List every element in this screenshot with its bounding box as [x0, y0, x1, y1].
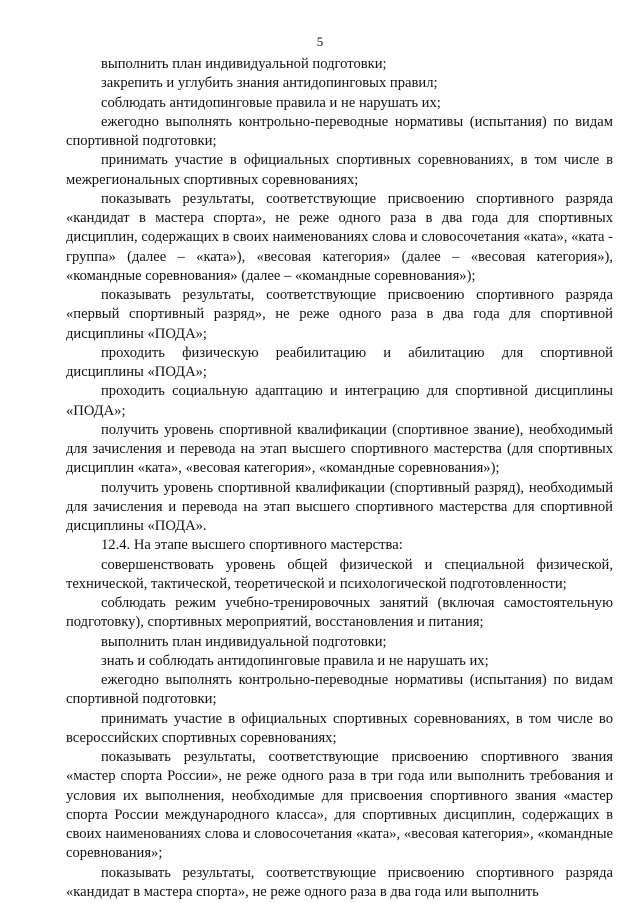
paragraph: ежегодно выполнять контрольно-переводные нормативы (испытания) по видам спортивной подготовки; [66, 113, 613, 149]
paragraph: совершенствовать уровень общей физической и специальной физической, технической, тактической, теоретической и психологической подготовленности; [66, 556, 613, 592]
paragraph: принимать участие в официальных спортивных соревнованиях, в том числе в межрегиональных спортивных соревнованиях; [66, 152, 613, 188]
paragraph: получить уровень спортивной квалификации (спортивное звание), необходимый для зачисления и перевода на этап высшего спортивного мастерства (для спортивных дисциплин «ката», «весовая категория», «командные соревнования»); [66, 421, 613, 477]
paragraph: соблюдать режим учебно-тренировочных занятий (включая самостоятельную подготовку), спортивных мероприятий, восстановления и питания; [66, 595, 613, 631]
paragraph: знать и соблюдать антидопинговые правила и не нарушать их; [101, 652, 489, 669]
paragraph: показывать результаты, соответствующие присвоению спортивного разряда «первый спортивный разряд», не реже одного раза в два года для спортивной дисциплины «ПОДА»; [66, 287, 613, 342]
section-heading: 12.4. На этапе высшего спортивного мастерства: [101, 537, 403, 554]
paragraph: получить уровень спортивной квалификации (спортивный разряд), необходимый для зачисления и перевода на этап высшего спортивного мастерства для спортивной дисциплины «ПОДА». [66, 479, 613, 534]
paragraph: принимать участие в официальных спортивных соревнованиях, в том числе во всероссийских спортивных соревнованиях; [66, 710, 613, 746]
paragraph: показывать результаты, соответствующие присвоению спортивного разряда «кандидат в мастера спорта», не реже одного раза в два года или выполнить [66, 864, 613, 900]
paragraph: ежегодно выполнять контрольно-переводные нормативы (испытания) по видам спортивной подготовки; [66, 672, 613, 708]
paragraph: проходить физическую реабилитацию и абилитацию для спортивной дисциплины «ПОДА»; [66, 344, 613, 380]
page-number: 5 [316, 34, 324, 49]
document-body [66, 55, 613, 902]
paragraph: соблюдать антидопинговые правила и не нарушать их; [101, 94, 441, 111]
paragraph: выполнить план индивидуальной подготовки; [101, 56, 387, 72]
paragraph: показывать результаты, соответствующие присвоению спортивного звания «мастер спорта России», не реже одного раза в три года или выполнить требования и условия их выполнения, необходимые для присвоения спортивного звания «мастер спорта России международного класса», для спортивных дисциплин, содержащих в своих наименованиях слова и словосочетания «ката», «весовая категория», «командные соревнования»; [66, 749, 613, 862]
paragraph: проходить социальную адаптацию и интеграцию для спортивной дисциплины «ПОДА»; [66, 383, 613, 419]
paragraph: выполнить план индивидуальной подготовки; [101, 633, 387, 650]
paragraph: закрепить и углубить знания антидопинговых правил; [101, 75, 438, 92]
paragraph: показывать результаты, соответствующие присвоению спортивного разряда «кандидат в мастера спорта», не реже одного раза в два года для спортивных дисциплин, содержащих в своих наименованиях слова и словосочетания «ката», «ката - группа» (далее – «ката»), «весовая категория» (далее – «весовая категория»), «командные соревнования» (далее – «командные соревнования»); [66, 190, 613, 284]
